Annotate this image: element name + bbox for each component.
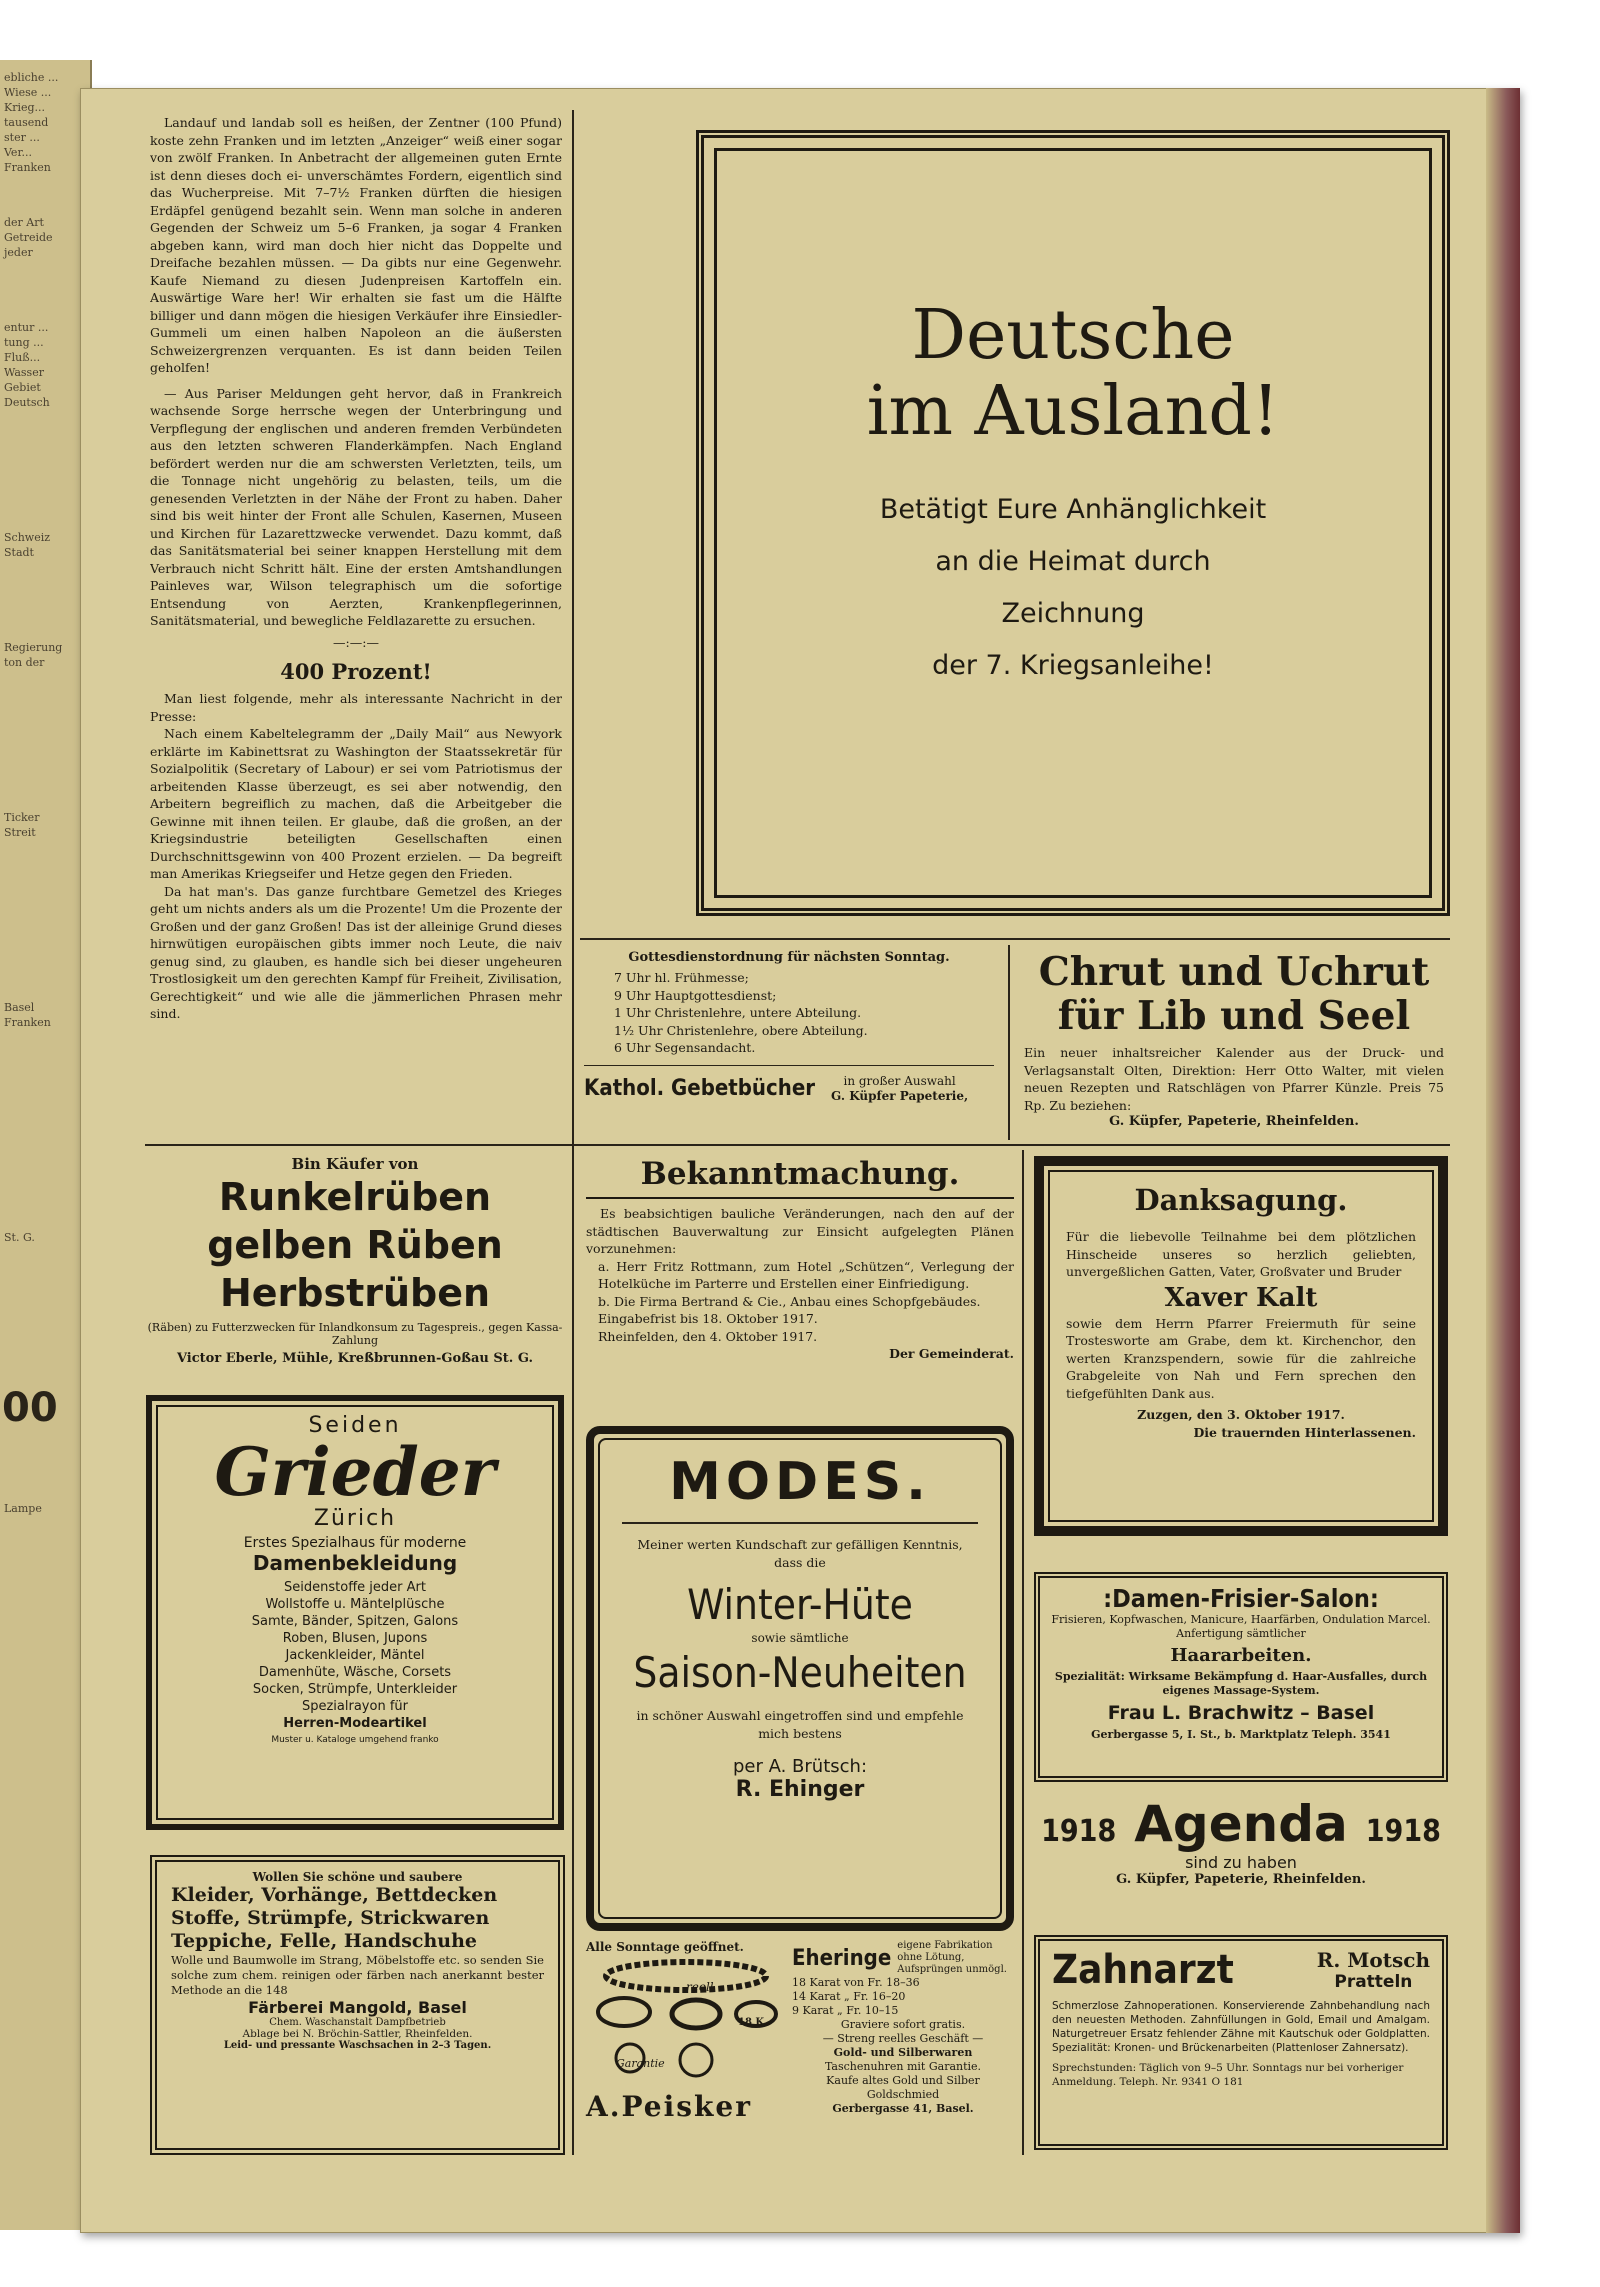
turnip-item-1: Runkelrüben	[218, 1175, 492, 1219]
rings-desc: eigene Fabrikation ohne Lötung, Aufsprüngen unmögl.	[897, 1940, 1007, 1975]
rings-title: Eheringe	[792, 1945, 892, 1971]
grieder-logo: Grieder	[214, 1433, 496, 1511]
ad-headline-1: Deutsche	[911, 296, 1235, 375]
agenda-title: Agenda	[1134, 1795, 1348, 1853]
dentist-name: R. Motsch	[1316, 1948, 1430, 1972]
dyeworks-item: Kleider, Vorhänge, Bettdecken	[171, 1884, 498, 1906]
modes-ad	[586, 1426, 1014, 1931]
ad-line-4: der 7. Kriegsanleihe!	[932, 650, 1214, 681]
grieder-top: Seiden	[308, 1413, 402, 1438]
modes-text: in schöner Auswahl eingetroffen sind und empfehle mich bestens	[636, 1708, 964, 1741]
grieder-city: Zürich	[313, 1506, 397, 1531]
thanks-title: Danksagung.	[1134, 1183, 1348, 1217]
dentist-hours: Sprechstunden: Täglich von 9–5 Uhr. Sonntags nur bei vorheriger Anmeldung. Teleph. Nr. 9341 O 181	[1052, 2062, 1404, 2088]
hair-salon-ad	[1034, 1572, 1448, 1782]
ad-line-1: Betätigt Eure Anhänglichkeit	[879, 494, 1267, 525]
agenda-ad	[1034, 1795, 1448, 1905]
thanks-notice	[1034, 1156, 1448, 1536]
jeweller-reell: — Streng reelles Geschäft —	[822, 2032, 984, 2045]
service-item: 7 Uhr hl. Frühmesse;	[614, 970, 749, 985]
notice-item-b: b. Die Firma Bertrand & Cie., Anbau eines Schopfgebäudes.	[598, 1293, 981, 1309]
salon-services: Frisieren, Kopfwaschen, Manicure, Haarfärben, Ondulation Marcel. Anfertigung sämtlicher	[1051, 1613, 1431, 1640]
modes-winter-hats: Winter-Hüte	[687, 1580, 913, 1629]
grieder-line-2: Damenbekleidung	[252, 1551, 458, 1575]
service-title: Gottesdienstordnung für nächsten Sonntag.	[628, 950, 950, 965]
dentist-ad	[1034, 1935, 1448, 2150]
rings-price: 14 Karat „ Fr. 16–20	[792, 1990, 906, 2003]
dentist-title: Zahnarzt	[1052, 1947, 1234, 1993]
article-comment: Da hat man's. Das ganze furchtbare Gemetzel des Krieges geht um nichts anders als um die Prozente! Um die Prozente der Großen und der ganz Großen! Das ist der alleinige Grund dieses hirnwütigen europäischen gibts immer noch Leute, die naiv genug sind, zu glauben, es handle sich bei dieser ungeheuren Trostlosigkeit um den gerechten Kampf für Freiheit, Zivilisation, Gerechtigkeit“ und wie alle die jämmerlichen Phrasen mehr sind.	[150, 883, 562, 1021]
dyeworks-body: Wolle und Baumwolle im Strang, Möbelstoffe etc. so senden Sie solche zum chem. reinigen oder färben nach anerkannt bester Methode an die	[171, 1953, 544, 1997]
dyeworks-last: Leid- und pressante Waschsachen in 2–3 Tagen.	[223, 2040, 492, 2051]
calendar-ad	[1024, 950, 1444, 1140]
jeweller-uhren: Taschenuhren mit Garantie.	[824, 2060, 982, 2073]
dyeworks-number: 148	[265, 1983, 288, 1997]
dyeworks-line: Ablage bei N. Bröchin-Sattler, Rheinfelden.	[242, 2028, 473, 2040]
article-potatoes: Landauf und landab soll es heißen, der Zentner (100 Pfund) koste zehn Franken und im letzten „Anzeiger“ weiß einer sogar von zwölf Franken. In Anbetracht der allgemeinen guten Ernte ist denn dieses doch ei- unverschämtes Fordern, eigentlich sind das Wucherpreise. Mit 7–7½ Franken dürften die hiesigen Erdäpfel genügend bezahlt sein. Wenn man solche in anderen Gegenden der Schweiz um 5–6 Franken, ja sogar 4 Franken abgeben kann, wird man doch hier nicht das Doppelte und Dreifache bezahlen müssen. — Da gibts nur eine Gegenwehr. Kaufe Niemand zu diesen Judenpreisen Kartoffeln ein. Auswärtige Ware her! Wir erhalten sie fast um die Hälfte billiger und dann mögen die hiesigen Verkäufer ihre Einsiedler-Gummeli um einen halben Napoleon an die äußersten Schweizergrenzen verquanten. Es ist dann beiden Teilen geholfen!	[150, 115, 562, 375]
article-column	[150, 114, 562, 1144]
grieder-ad	[146, 1395, 564, 1830]
book-spine	[1486, 88, 1520, 2233]
thanks-date: Zuzgen, den 3. Oktober 1917.	[1137, 1407, 1345, 1422]
horizontal-rule-top	[580, 938, 1450, 940]
separator: —:—:—	[333, 634, 379, 650]
thanks-body: Für die liebevolle Teilnahme bei dem plötzlichen Hinscheide unseres so herzlich geliebten, unvergeßlichen Gatten, Vater, Großvater und Bruder	[1066, 1229, 1416, 1279]
modes-season: Saison-Neuheiten	[633, 1648, 967, 1697]
prev-page-big-text: 00	[2, 1385, 58, 1431]
dentist-body: Schmerzlose Zahnoperationen. Konservierende Zahnbehandlung nach den neuesten Methoden. Zahnfüllungen in Gold, Email und Amalgam. Naturgetreuer Ersatz fehlender Zähne mit Kautschuk oder Goldplatten. Spezialität: Kronen- und Brückenarbeiten (Plattenloser Zahnersatz).	[1052, 2000, 1430, 2054]
column-divider	[1008, 945, 1010, 1140]
article-heading: 400 Prozent!	[280, 659, 432, 684]
thanks-name: Xaver Kalt	[1164, 1282, 1318, 1313]
jeweller-ad	[586, 1940, 1014, 2150]
jeweller-name: A.Peisker	[586, 2090, 752, 2123]
grieder-item: Seidenstoffe jeder Art	[284, 1580, 426, 1595]
war-loan-ad	[696, 130, 1450, 916]
notice-title: Bekanntmachung.	[586, 1155, 1014, 1199]
grieder-item: Muster u. Kataloge umgehend franko	[271, 1735, 439, 1745]
article-body: Nach einem Kabeltelegramm der „Daily Mail“ aus Newyork erklärte im Kabinettsrat zu Washington der Staatssekretär für Sozialpolitik (Secretary of Labour) er sei vom Patriotismus der arbeitenden Klasse überzeugt, es sei aber notwendig, den Arbeitern begreiflich zu machen, daß die Arbeitgeber die Gewinne mit ihnen teilen. Er glaube, daß die großen, an der Kriegsindustrie beteiligten Gesellschaften einen Durchschnittsgewinn von 400 Prozent erzielen. — Da begreift man Amerikas Kriegseifer und Hetze gegen den Frieden.	[150, 726, 562, 881]
calendar-body: Ein neuer inhaltsreicher Kalender aus der Druck- und Verlagsanstalt Olten, Direktion: Herr Otto Walter, mit vielen neuen Rezepten und Ratschlägen von Pfarrer Künzle. Preis 75 Rp. Zu beziehen:	[1024, 1045, 1444, 1113]
service-item: 6 Uhr Segensandacht.	[614, 1040, 756, 1055]
turnip-buyer-ad	[140, 1155, 570, 1385]
modes-title: MODES.	[669, 1452, 931, 1512]
turnip-note: (Räben) zu Futterzwecken für Inlandkonsum zu Tagespreis., gegen Kassa-Zahlung	[147, 1321, 563, 1347]
public-notice	[586, 1155, 1014, 1415]
dentist-city: Pratteln	[1334, 1972, 1413, 1992]
rings-karat-label: 18 K	[738, 2017, 765, 2028]
notice-deadline: Eingabefrist bis 18. Oktober 1917.	[598, 1311, 818, 1326]
notice-intro: Es beabsichtigen bauliche Veränderungen, nach den auf der städtischen Bauverwaltung zur Einsicht aufgelegten Plänen vorzunehmen:	[586, 1206, 1014, 1256]
turnip-item-2: gelben Rüben	[207, 1223, 503, 1267]
rings-price: 18 Karat von Fr. 18–36	[792, 1976, 920, 1989]
column-divider	[1022, 1150, 1024, 2155]
rings-garantie-label: Garantie	[616, 2057, 665, 2070]
grieder-item: Spezialrayon für	[301, 1699, 408, 1714]
thanks-body-2: sowie dem Herrn Pfarrer Freiermuth für seine Trostesworte am Grabe, dem kt. Kirchenchor, den werten Kranzspendern, sowie für die zahlreiche Grabgeleite von Nah und Fern sprechen den tiefgefühlten Dank aus.	[1066, 1315, 1416, 1401]
agenda-sub: sind zu haben	[1185, 1853, 1297, 1872]
article-intro: Man liest folgende, mehr als interessante Nachricht in der Presse:	[150, 691, 562, 724]
grieder-item: Herren-Modeartikel	[283, 1716, 427, 1731]
jeweller-goldschmied: Goldschmied	[866, 2088, 940, 2101]
agenda-shop: G. Küpfer, Papeterie, Rheinfelden.	[1116, 1872, 1366, 1887]
jeweller-address: Gerbergasse 41, Basel.	[832, 2102, 974, 2115]
previous-page-edge: ebliche ... Wiese ... Krieg... tausend ster ... Ver... Franken der Art Getreide jeder entur ... tung ... Fluß... Wasser Gebiet Deutsch Schweiz Stadt Regierung ton der Ticker Streit Basel Franken St. G. 00 Lampe	[0, 60, 92, 2230]
modes-name: R. Ehinger	[735, 1777, 865, 1802]
rings-reell-label: reell	[686, 1980, 714, 1994]
column-divider	[572, 1150, 574, 2155]
notice-sign: Der Gemeinderat.	[889, 1346, 1014, 1361]
modes-mid: sowie sämtliche	[751, 1631, 849, 1645]
turnip-item-3: Herbstrüben	[219, 1271, 491, 1315]
modes-intro: Meiner werten Kundschaft zur gefälligen Kenntnis, dass die	[637, 1537, 963, 1570]
grieder-line-1: Erstes Spezialhaus für moderne	[243, 1535, 467, 1551]
dyeworks-item: Stoffe, Strümpfe, Strickwaren	[171, 1907, 490, 1929]
notice-date: Rheinfelden, den 4. Oktober 1917.	[598, 1328, 818, 1344]
church-service-notice	[584, 950, 994, 1140]
notice-item-a: a. Herr Fritz Rottmann, zum Hotel „Schützen“, Verlegung der Hotelküche im Parterre und Erstellen einer Einfriedigung.	[598, 1258, 1014, 1291]
thanks-sign: Die trauernden Hinterlassenen.	[1193, 1424, 1416, 1440]
article-paris: — Aus Pariser Meldungen geht hervor, daß in Frankreich wachsende Sorge herrsche wegen der Unterbringung und Verpflegung der englischen und anderen fremden Verbündeten aus den letzten schweren Flanderkämpfen. Nach England befördert werden nur die am schwersten Verletzten, teils, um die Tonnage nicht ungehörig zu belasten, teils, um die genesenden Verletzten in der Nähe der Front zu haben. Daher sind bis weit hinter der Front alle Schulen, Kasernen, Museen und Kirchen für Lazarettzwecke verwendet. Dazu kommt, daß das Sanitätsmaterial bei seiner knappen Herstellung mit dem Verbrauch nicht Schritt hält. Eine der ersten Amtshandlungen Painleves war, Wilson telegraphisch um die sofortige Entsendung von Aerzten, Krankenpflegerinnen, Sanitätsmaterial, und bewegliche Feldlazarette zu ersuchen.	[150, 385, 562, 628]
prev-page-lampe: Lampe	[4, 1502, 42, 1515]
calendar-title-2: für Lib und Seel	[1057, 993, 1411, 1039]
prayer-books-text: in großer Auswahl	[843, 1073, 956, 1088]
modes-per: per A. Brütsch:	[732, 1756, 868, 1777]
prayer-books-title: Kathol. Gebetbücher	[584, 1076, 816, 1101]
calendar-title-1: Chrut und Uchrut	[1038, 949, 1430, 995]
dyeworks-item: Teppiche, Felle, Handschuhe	[171, 1930, 477, 1952]
service-item: 1½ Uhr Christenlehre, obere Abteilung.	[614, 1022, 868, 1038]
grieder-item: Roben, Blusen, Jupons	[282, 1631, 428, 1646]
grieder-item: Samte, Bänder, Spitzen, Galons	[251, 1614, 459, 1629]
agenda-year-left: 1918	[1041, 1814, 1117, 1849]
rings-price: 9 Karat „ Fr. 10–15	[792, 2004, 899, 2017]
jeweller-open: Alle Sonntage geöffnet.	[586, 1940, 744, 1954]
dyeworks-name: Färberei Mangold, Basel	[248, 1998, 467, 2017]
jeweller-waren: Gold- und Silberwaren	[833, 2046, 973, 2059]
column-divider	[572, 110, 574, 1150]
prayer-books-shop: G. Küpfer Papeterie,	[831, 1088, 969, 1103]
grieder-item: Socken, Strümpfe, Unterkleider	[252, 1682, 458, 1697]
ad-headline-2: im Ausland!	[866, 372, 1280, 451]
calendar-shop: G. Küpfer, Papeterie, Rheinfelden.	[1109, 1114, 1359, 1129]
dyeworks-ad	[150, 1855, 565, 2155]
jeweller-kaufe: Kaufe altes Gold und Silber	[826, 2074, 980, 2087]
grieder-item: Wollstoffe u. Mäntelplüsche	[265, 1597, 445, 1612]
service-item: 1 Uhr Christenlehre, untere Abteilung.	[614, 1005, 862, 1020]
turnip-header: Bin Käufer von	[291, 1155, 419, 1173]
salon-title: :Damen-Frisier-Salon:	[1103, 1584, 1379, 1613]
salon-name: Frau L. Brachwitz – Basel	[1107, 1702, 1375, 1724]
salon-special: Spezialität: Wirksame Bekämpfung d. Haar-Ausfalles, durch eigenes Massage-System.	[1054, 1670, 1428, 1697]
ad-line-3: Zeichnung	[1001, 598, 1145, 629]
salon-address: Gerbergasse 5, I. St., b. Marktplatz Teleph. 3541	[1091, 1728, 1391, 1741]
service-item: 9 Uhr Hauptgottesdienst;	[614, 987, 777, 1003]
jeweller-gravure: Graviere sofort gratis.	[840, 2018, 966, 2031]
agenda-year-right: 1918	[1365, 1814, 1441, 1849]
dyeworks-sub: Chem. Waschanstalt Dampfbetrieb	[269, 2017, 446, 2028]
horizontal-rule-middle	[145, 1144, 1450, 1146]
salon-haar: Haararbeiten.	[1170, 1645, 1312, 1666]
ad-line-2: an die Heimat durch	[935, 546, 1211, 577]
grieder-item: Damenhüte, Wäsche, Corsets	[258, 1665, 452, 1680]
dyeworks-header: Wollen Sie schöne und saubere	[252, 1870, 463, 1884]
turnip-signature: Victor Eberle, Mühle, Kreßbrunnen-Goßau St. G.	[176, 1351, 534, 1366]
grieder-item: Jackenkleider, Mäntel	[285, 1648, 425, 1663]
